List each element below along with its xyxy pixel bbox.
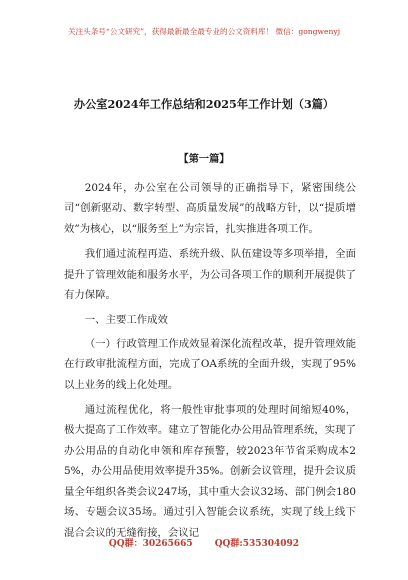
footer-contacts: [0, 536, 408, 549]
header-notice: 关注头条号“公文研究”，获得最新最全最专业的公文资料库！ 微信：gongwenyj: [67, 27, 341, 36]
footer-qq-group-1: QQ群：30265665: [108, 539, 193, 549]
document-body: [64, 178, 356, 548]
paragraph-process-optimization: 通过流程优化，将一般性审批事项的处理时间缩短40%，极大提高了工作效率。建立了智能化办公用品管理系统，实现了办公用品的自动化申领和库存预警，较2023年节省采购成本25%，办公用品使用效率提升35%。创新会议管理，提升会议质量全年组织各类会议247场，其中重大会议32场、部门例会180场、专题会议35场。通过引入智能会议系统，实现了线上线下混合会议的无缝衔接，会议记: [64, 404, 356, 539]
section-heading: 【第一篇】: [178, 153, 230, 165]
paragraph-summary: 我们通过流程再造、系统升级、队伍建设等多项举措，全面提升了管理效能和服务水平，为公司各项工作的顺利开展提供了有力保障。: [64, 248, 356, 302]
footer-qq-group-2: QQ群:535304092: [214, 539, 300, 549]
paragraph-intro: 2024年，办公室在公司领导的正确指导下，紧密围绕公司“创新驱动、数字转型、高质量发展”的战略方针，以“提质增效”为核心，以“服务至上”为宗旨，扎实推进各项工作。: [64, 182, 356, 235]
document-title: 办公室2024年工作总结和2025年工作计划（3篇）: [73, 97, 335, 111]
paragraph-admin-results: （一）行政管理工作成效显着深化流程改革，提升管理效能在行政审批流程方面，完成了OA系统的全面升级，实现了95%以上业务的线上化处理。: [64, 337, 356, 391]
paragraph-list-heading: 一、主要工作成效: [84, 314, 168, 327]
